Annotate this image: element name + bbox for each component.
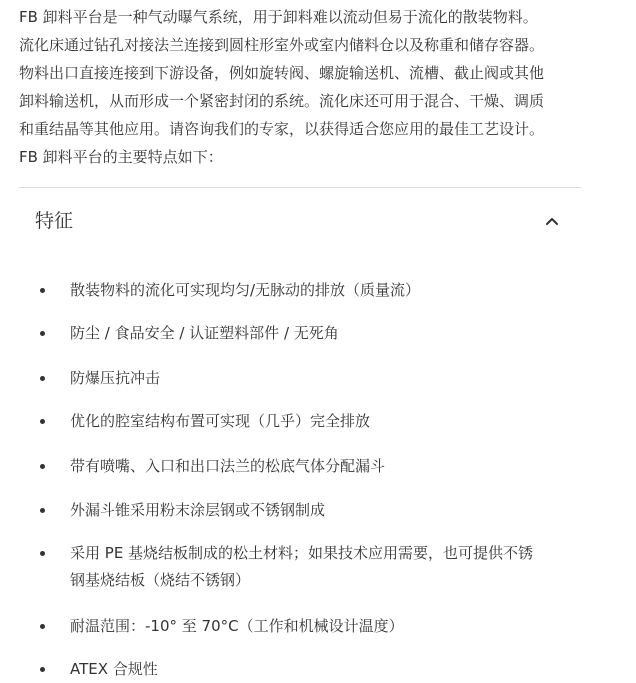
feature-text: 防尘 / 食品安全 / 认证塑料部件 / 无死角 — [70, 324, 339, 342]
bullet-icon — [40, 551, 45, 556]
bullet-icon — [40, 376, 45, 381]
feature-text: 耐温范围：-10° 至 70°C（工作和机械设计温度） — [70, 617, 404, 635]
feature-text: 防爆压抗冲击 — [70, 369, 161, 387]
intro-paragraph — [19, 3, 609, 171]
bullet-icon — [40, 419, 45, 424]
intro-line: FB 卸料平台的主要特点如下： — [19, 148, 223, 166]
feature-text: 优化的腔室结构布置可实现（几乎）完全排放 — [70, 412, 371, 430]
bullet-icon — [40, 667, 45, 672]
intro-line: 物料出口直接连接到下游设备，例如旋转阀、螺旋输送机、流槽、截止阀或其他 — [19, 64, 545, 82]
feature-text: 钢基烧结板（烧结不锈钢） — [70, 571, 251, 589]
intro-line: 卸料输送机，从而形成一个紧密封闭的系统。流化床还可用于混合、干燥、调质 — [19, 92, 545, 110]
intro-line: 和重结晶等其他应用。请咨询我们的专家，以获得适合您应用的最佳工艺设计。 — [19, 120, 545, 138]
accordion-title: 特征 — [35, 210, 74, 232]
chevron-up-icon[interactable] — [544, 213, 560, 229]
intro-line: FB 卸料平台是一种气动曝气系统，用于卸料难以流动但易于流化的散装物料。 — [19, 8, 538, 26]
feature-text: 外漏斗锥采用粉末涂层钢或不锈钢制成 — [70, 501, 326, 519]
feature-text: 散装物料的流化可实现均匀/无脉动的排放（质量流） — [70, 281, 421, 299]
feature-text: 带有喷嘴、入口和出口法兰的松底气体分配漏斗 — [70, 457, 386, 475]
feature-text: ATEX 合规性 — [70, 660, 158, 678]
feature-text: 采用 PE 基烧结板制成的松土材料；如果技术应用需要，也可提供不锈 — [70, 544, 534, 562]
bullet-icon — [40, 624, 45, 629]
bullet-icon — [40, 331, 45, 336]
intro-line: 流化床通过钻孔对接法兰连接到圆柱形室外或室内储料仓以及称重和储存容器。 — [19, 36, 545, 54]
bullet-icon — [40, 288, 45, 293]
features-accordion-header[interactable] — [19, 188, 581, 256]
bullet-icon — [40, 508, 45, 513]
bullet-icon — [40, 464, 45, 469]
